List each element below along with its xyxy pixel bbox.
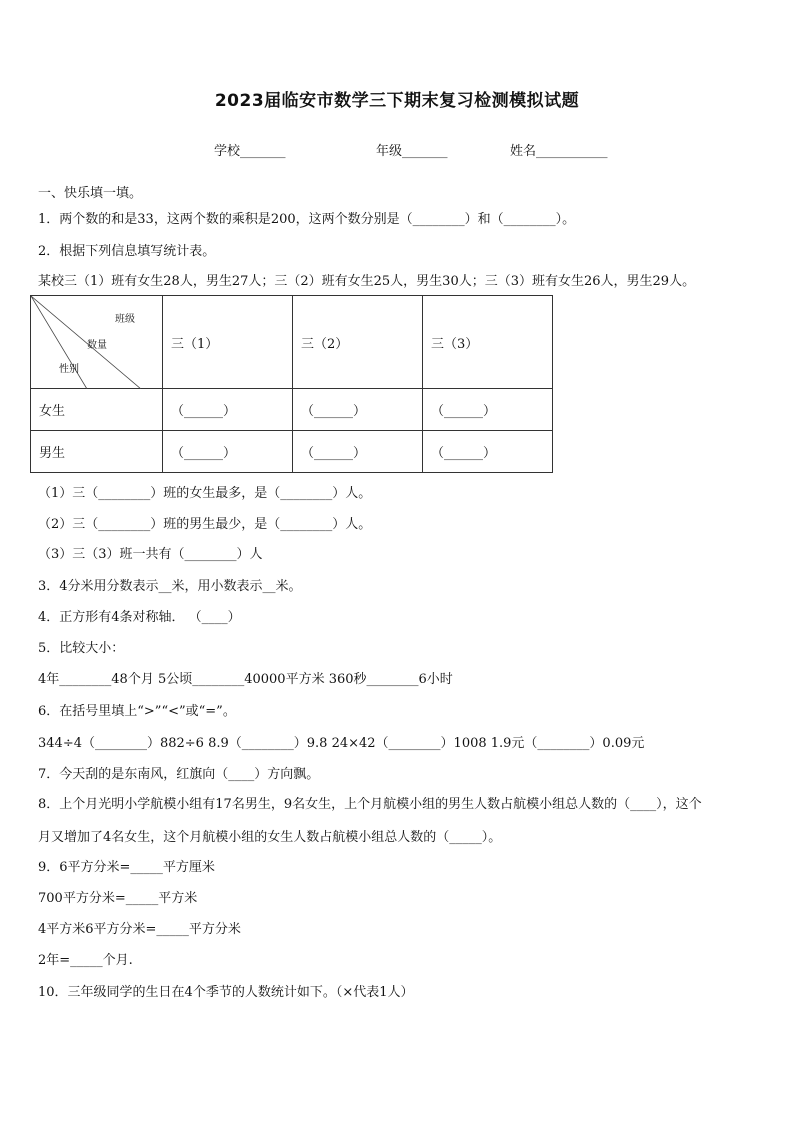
table-cell: （______） (423, 389, 553, 431)
name-field: 姓名___________ (510, 144, 608, 159)
grade-field: 年级_______ (376, 144, 448, 159)
corner-label-count: 数量 (87, 340, 107, 351)
question-9: 9．6平方分米=_____平方厘米 (38, 860, 215, 875)
corner-label-class: 班级 (115, 314, 135, 325)
statistics-table (30, 295, 553, 473)
question-2: 2．根据下列信息填写统计表。 (38, 244, 216, 259)
column-header: 三（3） (423, 296, 553, 389)
question-2-sub-3: （3）三（3）班一共有（________）人 (38, 547, 263, 562)
question-8-line-1: 8．上个月光明小学航模小组有17名男生，9名女生，上个月航模小组的男生人数占航模小组总人数的（____），这个 (38, 797, 702, 812)
question-7: 7．今天刮的是东南风，红旗向（____）方向飘。 (38, 767, 320, 782)
table-cell: （______） (293, 431, 423, 473)
table-cell: （______） (293, 389, 423, 431)
question-5-items: 4年________48个月 5公顷________40000平方米 360秒________6小时 (38, 672, 453, 687)
table-cell: （______） (423, 431, 553, 473)
question-8-line-2: 月又增加了4名女生，这个月航模小组的女生人数占航模小组总人数的（_____）。 (38, 830, 502, 845)
row-label: 女生 (31, 389, 163, 431)
question-6-items: 344÷4（________）882÷6 8.9（________）9.8 24×42（________）1008 1.9元（________）0.09元 (38, 736, 645, 751)
question-10: 10．三年级同学的生日在4个季节的人数统计如下。（×代表1人） (38, 985, 414, 1000)
table-cell: （______） (163, 389, 293, 431)
question-2-info: 某校三（1）班有女生28人，男生27人；三（2）班有女生25人，男生30人；三（3）班有女生26人，男生29人。 (38, 274, 696, 289)
question-1: 1．两个数的和是33，这两个数的乘积是200，这两个数分别是（________）和（________）。 (38, 212, 576, 227)
corner-label-gender: 性别 (59, 364, 79, 375)
school-field: 学校_______ (214, 144, 286, 159)
question-2-sub-1: （1）三（________）班的女生最多，是（________）人。 (38, 486, 372, 501)
column-header: 三（2） (293, 296, 423, 389)
question-9-item: 2年=_____个月. (38, 953, 133, 968)
row-label: 男生 (31, 431, 163, 473)
question-2-sub-2: （2）三（________）班的男生最少，是（________）人。 (38, 517, 372, 532)
question-9-item: 4平方米6平方分米=_____平方分米 (38, 922, 241, 937)
column-header: 三（1） (163, 296, 293, 389)
table-corner-cell (31, 296, 163, 389)
page-title: 2023届临安市数学三下期末复习检测模拟试题 (214, 91, 580, 111)
question-3: 3．4分米用分数表示__米，用小数表示__米。 (38, 579, 302, 594)
question-9-item: 700平方分米=_____平方米 (38, 891, 198, 906)
question-6: 6．在括号里填上“>”“<”或“=”。 (38, 704, 236, 719)
section-heading: 一、快乐填一填。 (38, 186, 143, 201)
question-4: 4．正方形有4条对称轴． （____） (38, 610, 241, 625)
question-5: 5．比较大小： (38, 641, 125, 656)
table-cell: （______） (163, 431, 293, 473)
